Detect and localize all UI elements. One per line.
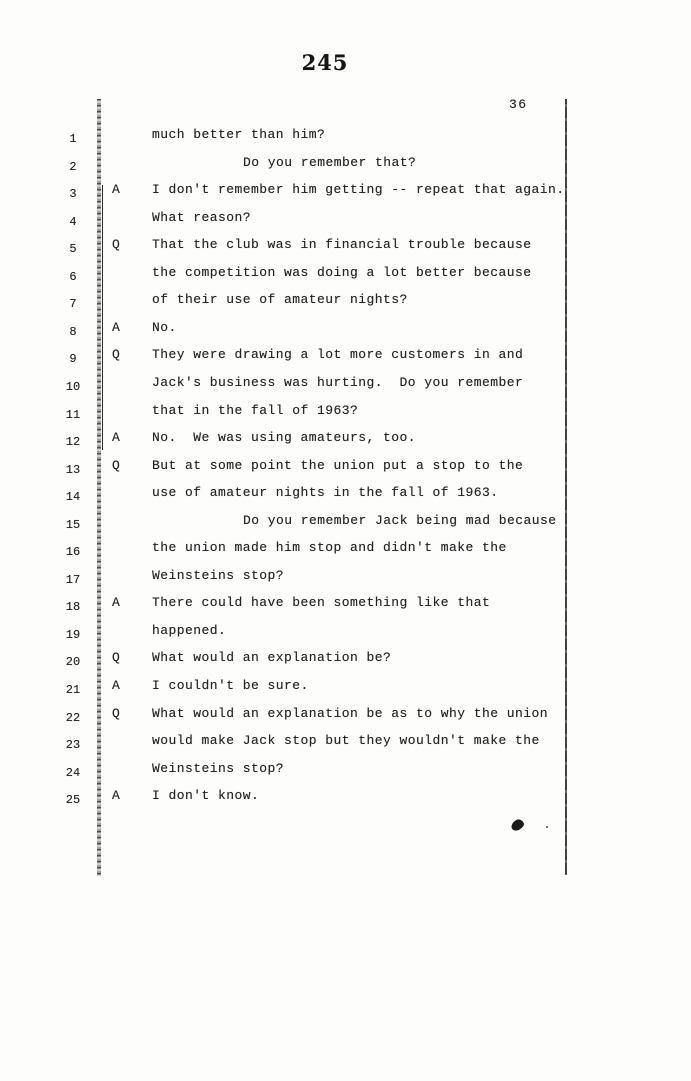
speaker-label: Q <box>112 705 120 721</box>
line-text: But at some point the union put a stop to the <box>152 457 524 473</box>
speaker-label: A <box>112 788 120 804</box>
line-text: What would an explanation be as to why the union <box>152 705 549 721</box>
line-text: There could have been something like that <box>152 595 491 611</box>
transcript-line <box>0 761 691 783</box>
transcript-line <box>0 292 691 314</box>
line-number: 11 <box>65 407 81 422</box>
line-number: 22 <box>65 710 81 725</box>
line-number: 10 <box>65 379 81 394</box>
transcript-line <box>0 347 691 369</box>
speaker-label: A <box>112 182 120 198</box>
line-number: 20 <box>65 655 81 670</box>
line-number: 14 <box>65 490 81 505</box>
speaker-label: A <box>112 319 120 335</box>
line-number: 4 <box>69 214 77 229</box>
scan-speck <box>546 826 548 828</box>
line-number: 25 <box>65 793 81 808</box>
line-number: 12 <box>65 435 81 450</box>
transcript-line <box>0 403 691 425</box>
transcript-line <box>0 733 691 755</box>
line-number: 23 <box>65 738 81 753</box>
transcript-line <box>0 678 691 700</box>
transcript-line <box>0 155 691 177</box>
line-number: 3 <box>69 187 77 202</box>
transcript-line <box>0 568 691 590</box>
transcript-page-number: 36 <box>509 97 528 112</box>
speaker-label: Q <box>112 237 120 253</box>
line-number: 2 <box>69 159 77 174</box>
line-text: happened. <box>152 622 227 638</box>
transcript-line <box>0 237 691 259</box>
line-text: Weinsteins stop? <box>152 760 285 776</box>
transcript-line <box>0 485 691 507</box>
line-text: That the club was in financial trouble because <box>152 237 532 253</box>
speaker-label: A <box>112 678 120 693</box>
transcript-line <box>0 127 691 149</box>
line-number: 1 <box>69 132 77 146</box>
speaker-label: A <box>112 595 120 611</box>
line-text: I don't know. <box>152 788 260 804</box>
line-number: 7 <box>69 297 77 312</box>
line-text: They were drawing a lot more customers in and <box>152 347 524 363</box>
line-text: use of amateur nights in the fall of 1963. <box>152 485 499 501</box>
transcript-line <box>0 210 691 232</box>
line-number: 19 <box>65 627 81 642</box>
transcript-line <box>0 265 691 287</box>
line-number: 8 <box>69 324 77 339</box>
transcript-line <box>0 623 691 645</box>
speaker-label: A <box>112 430 120 446</box>
line-number: 9 <box>69 352 77 367</box>
transcript-line <box>0 595 691 617</box>
transcript-line <box>0 513 691 535</box>
line-number: 15 <box>65 517 81 532</box>
line-text: the union made him stop and didn't make the <box>152 540 507 556</box>
line-number: 5 <box>69 242 77 257</box>
book-page-number: 245 <box>301 50 349 75</box>
line-text: of their use of amateur nights? <box>152 292 408 308</box>
speaker-label: Q <box>112 650 120 666</box>
line-text: Jack's business was hurting. Do you remember <box>152 374 524 390</box>
line-text: What would an explanation be? <box>152 650 392 666</box>
transcript-line <box>0 375 691 397</box>
line-text: much better than him? <box>152 127 326 142</box>
line-text: Weinsteins stop? <box>152 567 285 583</box>
line-text: that in the fall of 1963? <box>152 402 359 418</box>
transcript-line <box>0 788 691 810</box>
line-number: 17 <box>65 572 81 587</box>
line-number: 13 <box>65 462 81 477</box>
transcript-line <box>0 182 691 204</box>
line-text: Do you remember that? <box>243 154 417 170</box>
line-text: No. We was using amateurs, too. <box>152 430 417 446</box>
speaker-label: Q <box>112 457 120 473</box>
transcript-line <box>0 320 691 342</box>
speaker-label: Q <box>112 347 120 363</box>
line-text: Do you remember Jack being mad because <box>243 512 557 528</box>
transcript-line <box>0 706 691 728</box>
transcript-line <box>0 458 691 480</box>
line-number: 18 <box>65 600 81 615</box>
line-number: 16 <box>65 545 81 560</box>
line-text: I couldn't be sure. <box>152 678 309 693</box>
line-text: What reason? <box>152 209 252 225</box>
line-number: 6 <box>69 269 77 284</box>
transcript-line <box>0 430 691 452</box>
line-text: would make Jack stop but they wouldn't make the <box>152 733 540 749</box>
transcript-line <box>0 650 691 672</box>
line-text: No. <box>152 319 177 335</box>
line-number: 24 <box>65 765 81 780</box>
line-text: I don't remember him getting -- repeat that again. <box>152 182 565 198</box>
line-number: 21 <box>65 683 81 697</box>
line-text: the competition was doing a lot better because <box>152 264 532 280</box>
transcript-line <box>0 540 691 562</box>
